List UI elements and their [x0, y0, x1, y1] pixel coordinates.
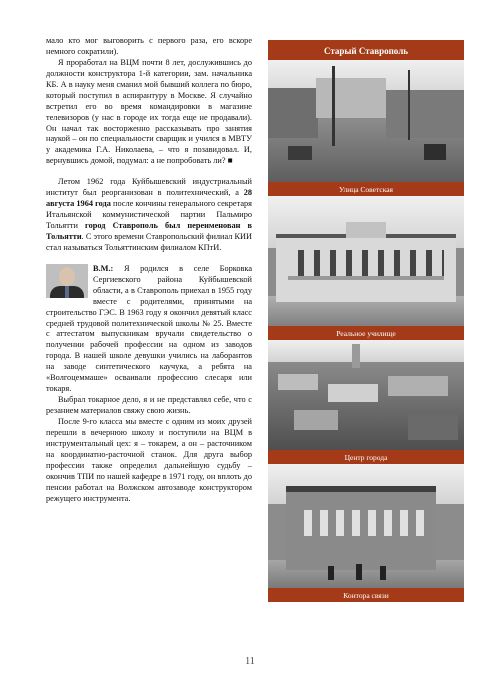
paragraph: мало кто мог выговорить с первого раза, его вскоре немного сократили).: [46, 36, 252, 56]
photo-caption: Улица Советская: [338, 185, 394, 194]
photo-caption: Реальное училище: [336, 329, 396, 338]
paragraph: Выбрал токарное дело, я и не представлял себе, что с резанием материалов свяжу свою жизнь.: [46, 395, 252, 415]
photo-post-office: [268, 464, 464, 588]
bio-initials: В.М.:: [93, 263, 114, 273]
photo-panel: [268, 40, 464, 602]
photo-street: [268, 60, 464, 182]
portrait-photo: [46, 264, 88, 298]
bio-block: [46, 264, 252, 395]
photo-school: [268, 196, 464, 326]
photo-city-center: [268, 340, 464, 450]
photo-caption: Центр города: [344, 453, 388, 462]
paragraph: После 9-го класса мы вместе с одним из моих друзей перешли в вечернюю школу и поступили на ВЦМ в инструментальный цех: я – токарем, а он – расточником на координатно-расточной станок. Для друга выбор профессии также определил дальнейшую судьбу – окончив ТПИ по нашей кафедре в 1971 году, он вплоть до пенсии работал на Волжском автозаводе конструктором режущего инструмента.: [46, 416, 252, 503]
end-mark: ■: [227, 156, 233, 166]
panel-title: Старый Ставрополь: [323, 46, 409, 56]
page-number: 11: [245, 656, 255, 667]
paragraph-bio: В.М.: Я родился в селе Борковка Сергиевского района Куйбышевской области, а в Ставрополь приехал в 1955 году вместе с родителями, принятыми на строительство ГЭС. В 1963 году я окончил девятый класс средней трудовой политехнической школы № 25. Вместе с аттестатом выпускникам вручали свидетельство о получении рабочей профессии на одном из заводов города. В нашей школе девушки учились на лаборантов на заводе синтетического каучука, а ребята на «Волгоцеммаше» осваивали профессию слесаря или токаря.: [46, 263, 252, 394]
paragraph: Я проработал на ВЦМ почти 8 лет, дослужившись до должности конструктора 1-й категории, зам. начальника КБ. А в науку меня сманил мой бывший коллега по бюро, который поступил в аспирантуру в Москве. Я случайно встретил его во время командировки в магазине телевизоров (у нас в городе их тогда еще не продавали). Он начал так восторженно рассказывать про занятия наукой – он по специальности сварщик и учился в МВТУ у академика Г.А. Николаева, – что я позавидовал. И, вернувшись домой, подумал: а не попробовать ли? ■: [46, 57, 252, 166]
photo-caption: Контора связи: [343, 591, 389, 600]
paragraph-history: Летом 1962 года Куйбышевский индустриальный институт был реорганизован в политехнический, а 28 августа 1964 года после кончины генерального секретаря Итальянской коммунистической партии Пальмиро Тольятти город Ставрополь был переименован в Тольятти. С этого времени Ставропольский филиал КИИ стал называться Тольяттинским филиалом КПтИ.: [46, 177, 252, 252]
main-text-column: [46, 36, 252, 504]
